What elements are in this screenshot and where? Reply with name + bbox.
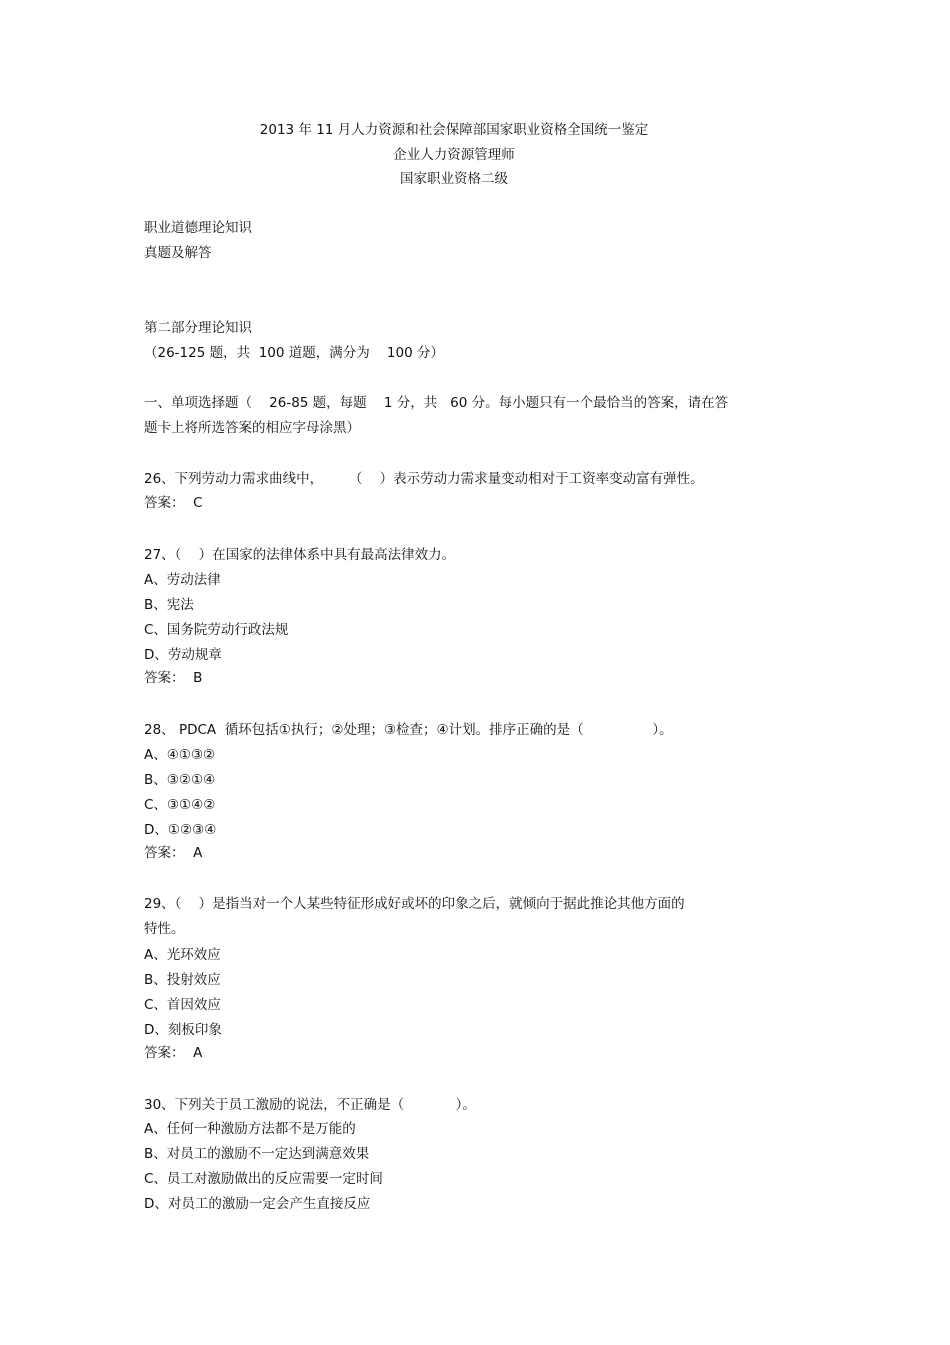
- question-30-option-c: C、员工对激励做出的反应需要一定时间: [144, 1171, 383, 1187]
- question-27-option-c: C、国务院劳动行政法规: [144, 622, 289, 638]
- question-26-answer: 答案： C: [144, 495, 203, 511]
- section-heading-line-2: 题卡上将所选答案的相应字母涂黑）: [144, 420, 360, 436]
- question-27-option-d: D、劳动规章: [144, 647, 222, 663]
- question-28-option-c: C、③①④②: [144, 797, 216, 813]
- question-30-option-d: D、对员工的激励一定会产生直接反应: [144, 1196, 371, 1212]
- question-29-option-c: C、首因效应: [144, 997, 221, 1013]
- question-27-stem: 27、（ ）在国家的法律体系中具有最高法律效力。: [144, 547, 456, 563]
- question-29-answer: 答案： A: [144, 1045, 203, 1061]
- intro-line-1: 职业道德理论知识: [144, 220, 252, 236]
- question-30-option-b: B、对员工的激励不一定达到满意效果: [144, 1146, 370, 1162]
- question-30-option-a: A、任何一种激励方法都不是万能的: [144, 1121, 356, 1137]
- question-28-answer: 答案： A: [144, 845, 203, 861]
- section-heading-line-1: 一、单项选择题（ 26-85 题，每题 1 分，共 60 分。每小题只有一个最恰当的答案，请在答: [144, 395, 729, 411]
- question-28-option-a: A、④①③②: [144, 747, 216, 763]
- question-26-stem: 26、下列劳动力需求曲线中， （ ）表示劳动力需求量变动相对于工资率变动富有弹性。: [144, 471, 704, 487]
- question-28-option-b: B、③②①④: [144, 772, 216, 788]
- question-29-option-d: D、刻板印象: [144, 1022, 222, 1038]
- question-27-answer: 答案： B: [144, 670, 203, 686]
- question-29-stem: 29、（ ）是指当对一个人某些特征形成好或坏的印象之后，就倾向于据此推论其他方面的: [144, 896, 685, 912]
- question-27-option-a: A、劳动法律: [144, 572, 221, 588]
- doc-title-line-2: 企业人力资源管理师: [393, 147, 515, 163]
- question-28-stem: 28、 PDCA 循环包括①执行；②处理；③检查；④计划。排序正确的是（ ）。: [144, 722, 673, 738]
- doc-title-line-1: 2013 年 11 月人力资源和社会保障部国家职业资格全国统一鉴定: [259, 122, 649, 138]
- part-scope: （26-125 题，共 100 道题，满分为 100 分）: [144, 345, 444, 361]
- question-28-option-d: D、①②③④: [144, 822, 217, 838]
- doc-title-line-3: 国家职业资格二级: [400, 171, 508, 187]
- question-30-stem: 30、下列关于员工激励的说法，不正确是（ ）。: [144, 1097, 476, 1113]
- question-29-option-a: A、光环效应: [144, 947, 221, 963]
- question-29-option-b: B、投射效应: [144, 972, 221, 988]
- intro-line-2: 真题及解答: [144, 245, 212, 261]
- question-27-option-b: B、宪法: [144, 597, 194, 613]
- question-29-stem-continued: 特性。: [144, 921, 185, 937]
- part-title: 第二部分理论知识: [144, 320, 252, 336]
